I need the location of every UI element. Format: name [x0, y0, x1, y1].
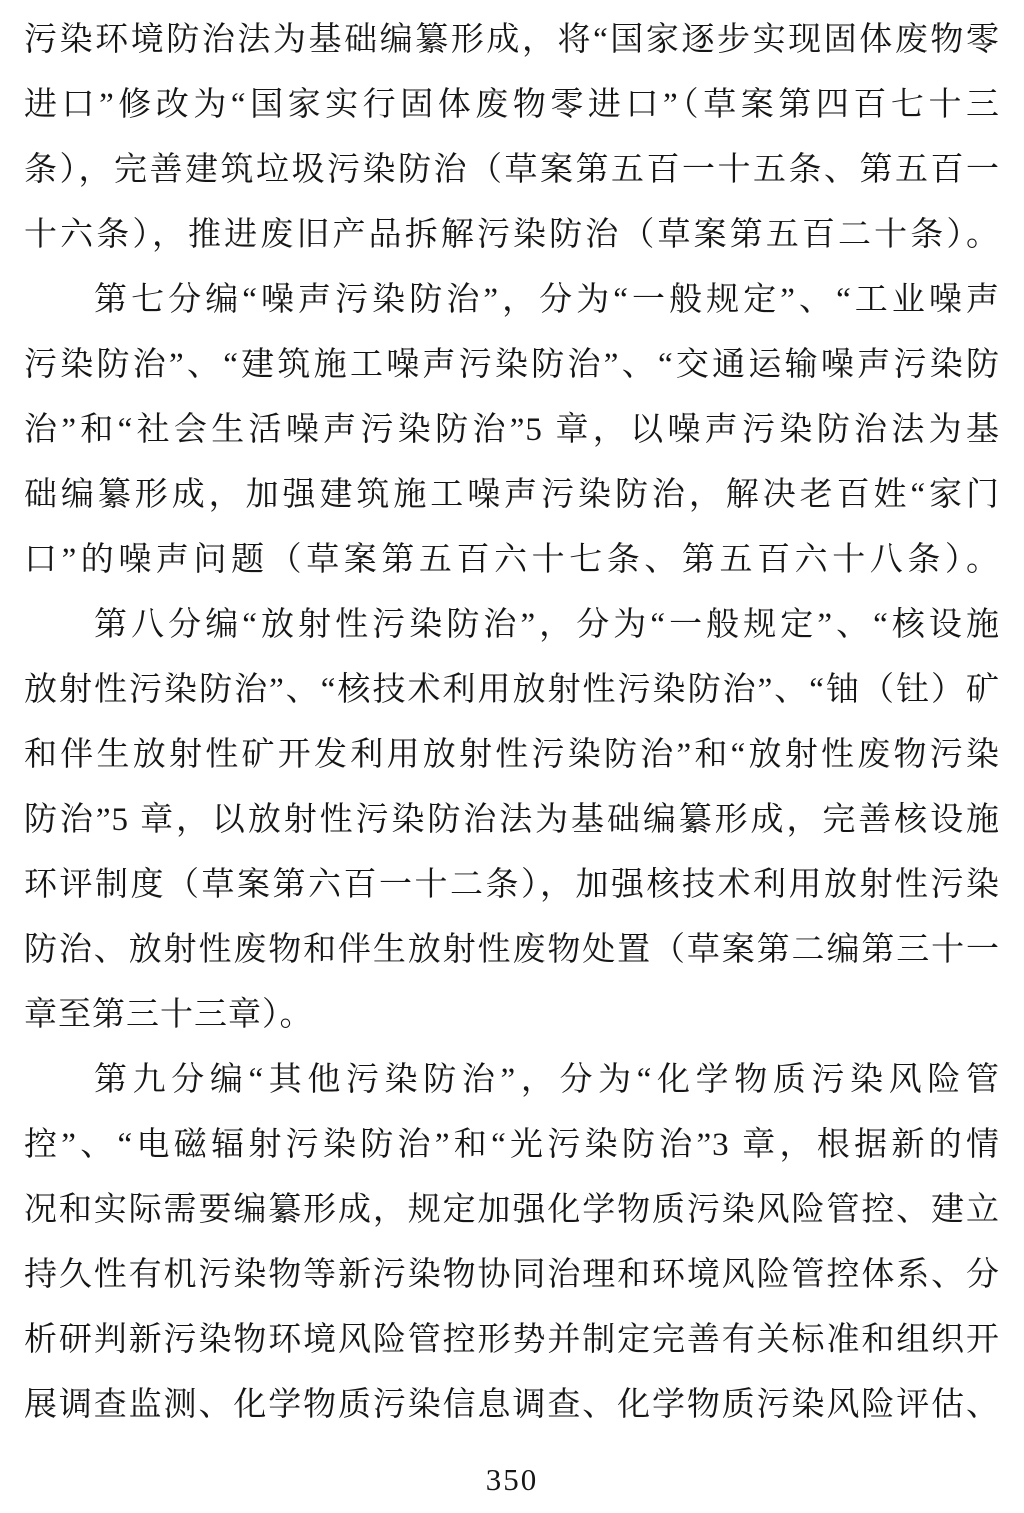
- text-line: 第九分编“其他污染防治”，分为“化学物质污染风险管: [94, 1062, 1000, 1098]
- text-line: 口”的噪声问题（草案第五百六十七条、第五百六十八条）。: [24, 542, 1000, 578]
- text-line: 十六条），推进废旧产品拆解污染防治（草案第五百二十条）。: [24, 217, 1000, 253]
- text-line: 防治”5 章，以放射性污染防治法为基础编纂形成，完善核设施: [24, 802, 1000, 838]
- text-line: 环评制度（草案第六百一十二条），加强核技术利用放射性污染: [24, 867, 1000, 903]
- text-line: 持久性有机污染物等新污染物协同治理和环境风险管控体系、分: [24, 1257, 1000, 1293]
- paragraph: [24, 8, 1000, 268]
- text-line: 进口”修改为“国家实行固体废物零进口”（草案第四百七十三: [24, 87, 1000, 123]
- text-line: 章至第三十三章）。: [24, 997, 314, 1033]
- paragraph: [24, 1048, 1000, 1438]
- text-line: 放射性污染防治”、“核技术利用放射性污染防治”、“铀（钍）矿: [24, 672, 1000, 708]
- text-line: 污染环境防治法为基础编纂形成，将“国家逐步实现固体废物零: [24, 22, 1000, 58]
- text-line: 治”和“社会生活噪声污染防治”5 章，以噪声污染防治法为基: [24, 412, 1000, 448]
- text-line: 和伴生放射性矿开发利用放射性污染防治”和“放射性废物污染: [24, 737, 1000, 773]
- text-line: 况和实际需要编纂形成，规定加强化学物质污染风险管控、建立: [24, 1192, 1000, 1228]
- page-number: 350: [485, 1462, 539, 1497]
- text-line: 污染防治”、“建筑施工噪声污染防治”、“交通运输噪声污染防: [24, 347, 1000, 383]
- text-line: 础编纂形成，加强建筑施工噪声污染防治，解决老百姓“家门: [24, 477, 1000, 513]
- text-line: 第八分编“放射性污染防治”，分为“一般规定”、“核设施: [94, 607, 1000, 643]
- text-line: 析研判新污染物环境风险管控形势并制定完善有关标准和组织开: [24, 1322, 1000, 1358]
- paragraph: [24, 593, 1000, 1048]
- text-line: 控”、“电磁辐射污染防治”和“光污染防治”3 章，根据新的情: [24, 1127, 1000, 1163]
- text-line: 防治、放射性废物和伴生放射性废物处置（草案第二编第三十一: [24, 932, 1000, 968]
- text-line: 条），完善建筑垃圾污染防治（草案第五百一十五条、第五百一: [24, 152, 1000, 188]
- text-line: 第七分编“噪声污染防治”，分为“一般规定”、“工业噪声: [94, 282, 1000, 318]
- text-line: 展调查监测、化学物质污染信息调查、化学物质污染风险评估、: [24, 1387, 1000, 1423]
- paragraph: [24, 268, 1000, 593]
